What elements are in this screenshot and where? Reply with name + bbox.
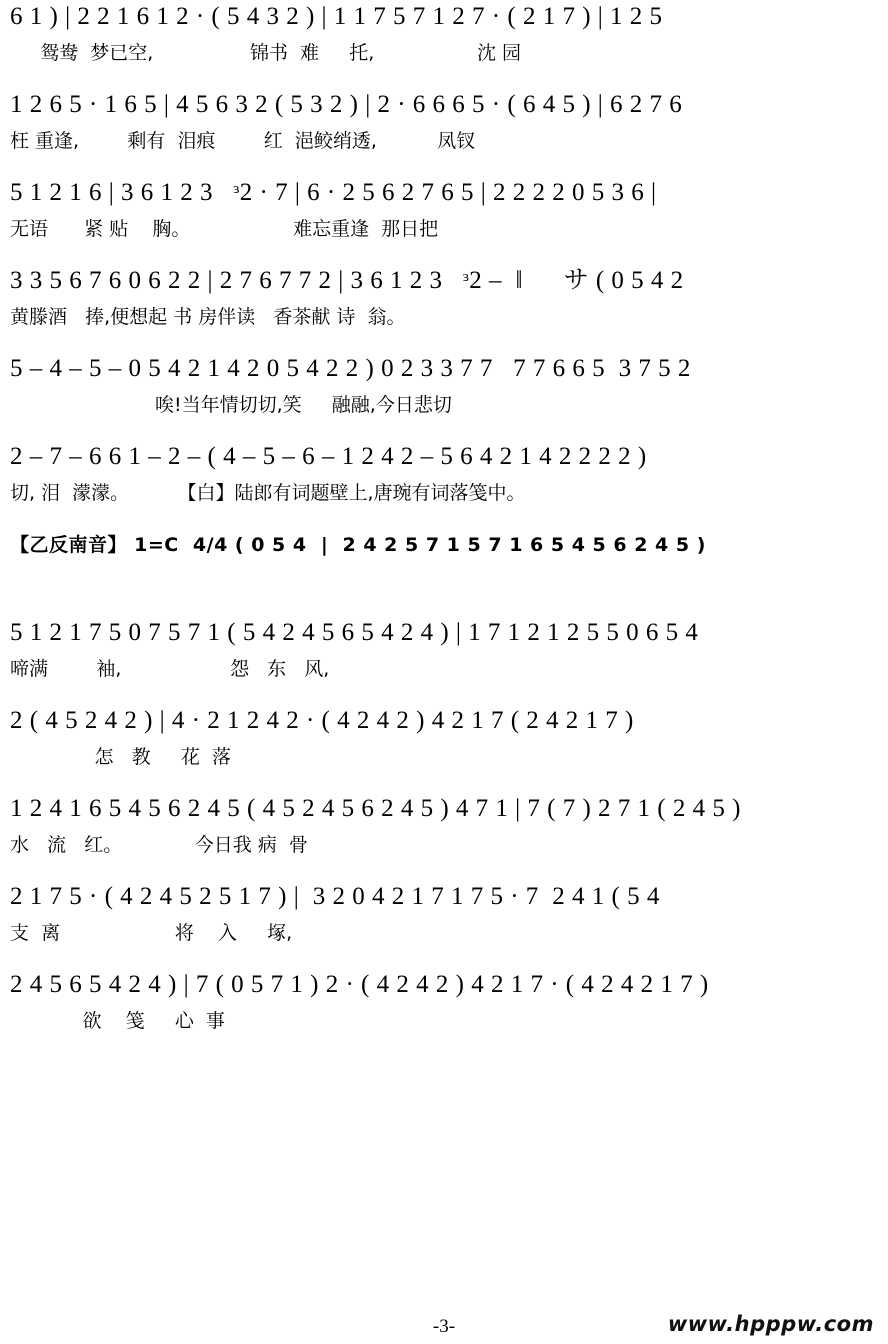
watermark-url: www.hpppw.com bbox=[667, 1312, 874, 1336]
notation-line: 3 3 5 6 7 6 0 6 2 2 | 2 7 6 7 7 2 | 3 6 1 2 3 ᶟ2 – ‖ サ ( 0 5 4 2 bbox=[10, 267, 684, 294]
music-system bbox=[0, 792, 888, 862]
system-gap bbox=[0, 950, 888, 968]
notation-line: 2 1 7 5 · ( 4 2 4 5 2 5 1 7 ) | 3 2 0 4 2 1 7 1 7 5 · 7 2 4 1 ( 5 4 bbox=[10, 883, 660, 910]
music-system bbox=[0, 704, 888, 774]
system-gap bbox=[0, 70, 888, 88]
system-gap bbox=[0, 862, 888, 880]
system-gap bbox=[0, 598, 888, 616]
music-system bbox=[0, 88, 888, 158]
notation-line: 【乙反南音】 1=C 4/4 ( 0 5 4 | 2 4 2 5 7 1 5 7 1 6 5 4 5 6 2 4 5 ) bbox=[10, 534, 706, 556]
system-gap bbox=[0, 246, 888, 264]
music-system bbox=[0, 176, 888, 246]
lyric-line: 唉!当年情切切,笑 融融,今日悲切 bbox=[10, 394, 452, 416]
lyric-line bbox=[10, 568, 878, 598]
page-number: -3- bbox=[432, 1316, 456, 1337]
system-gap bbox=[0, 334, 888, 352]
notation-line: 2 – 7 – 6 6 1 – 2 – ( 4 – 5 – 6 – 1 2 4 2 – 5 6 4 2 1 4 2 2 2 2 ) bbox=[10, 443, 647, 470]
music-system bbox=[0, 264, 888, 334]
music-system bbox=[0, 352, 888, 422]
lyric-line: 鸳鸯 梦已空, 锦书 难 托, 沈 园 bbox=[10, 42, 521, 64]
music-system bbox=[0, 440, 888, 510]
lyric-line: 支 离 将 入 塚, bbox=[10, 922, 293, 944]
notation-line: 6 1 ) | 2 2 1 6 1 2 · ( 5 4 3 2 ) | 1 1 7 5 7 1 2 7 · ( 2 1 7 ) | 1 2 5 bbox=[10, 3, 663, 30]
music-system bbox=[0, 880, 888, 950]
notation-line: 2 ( 4 5 2 4 2 ) | 4 · 2 1 2 4 2 · ( 4 2 4 2 ) 4 2 1 7 ( 2 4 2 1 7 ) bbox=[10, 707, 634, 734]
lyric-line: 欲 笺 心 事 bbox=[10, 1010, 225, 1032]
notation-line: 5 1 2 1 7 5 0 7 5 7 1 ( 5 4 2 4 5 6 5 4 2 4 ) | 1 7 1 2 1 2 5 5 0 6 5 4 bbox=[10, 619, 699, 646]
lyric-line: 怎 教 花 落 bbox=[10, 746, 231, 768]
lyric-line: 切, 泪 濛濛。 【白】陆郎有词题壁上,唐琬有词落笺中。 bbox=[10, 482, 526, 504]
lyric-line: 黄滕酒 捧,便想起 书 房伴读 香茶献 诗 翁。 bbox=[10, 306, 406, 328]
lyric-line: 水 流 红。 今日我 病 骨 bbox=[10, 834, 308, 856]
notation-line: 5 – 4 – 5 – 0 5 4 2 1 4 2 0 5 4 2 2 ) 0 2 3 3 7 7 7 7 6 6 5 3 7 5 2 bbox=[10, 355, 691, 382]
notation-line: 1 2 4 1 6 5 4 5 6 2 4 5 ( 4 5 2 4 5 6 2 4 5 ) 4 7 1 | 7 ( 7 ) 2 7 1 ( 2 4 5 ) bbox=[10, 795, 741, 822]
lyric-line: 无语 紧 贴 胸。 难忘重逢 那日把 bbox=[10, 218, 439, 240]
music-system bbox=[0, 616, 888, 686]
notation-line: 2 4 5 6 5 4 2 4 ) | 7 ( 0 5 7 1 ) 2 · ( 4 2 4 2 ) 4 2 1 7 · ( 4 2 4 2 1 7 ) bbox=[10, 971, 709, 998]
notation-line: 5 1 2 1 6 | 3 6 1 2 3 ᶟ2 · 7 | 6 · 2 5 6 2 7 6 5 | 2 2 2 2 0 5 3 6 | bbox=[10, 179, 657, 206]
music-system-section-header bbox=[0, 528, 888, 598]
system-gap bbox=[0, 774, 888, 792]
music-system bbox=[0, 968, 888, 1038]
notation-line: 1 2 6 5 · 1 6 5 | 4 5 6 3 2 ( 5 3 2 ) | 2 · 6 6 6 5 · ( 6 4 5 ) | 6 2 7 6 bbox=[10, 91, 683, 118]
system-gap bbox=[0, 422, 888, 440]
system-gap bbox=[0, 510, 888, 528]
lyric-line: 枉 重逢, 剩有 泪痕 红 浥鲛绡透, 凤钗 bbox=[10, 130, 476, 152]
system-gap bbox=[0, 686, 888, 704]
music-system bbox=[0, 0, 888, 70]
system-gap bbox=[0, 158, 888, 176]
lyric-line: 啼满 袖, 怨 东 风, bbox=[10, 658, 330, 680]
